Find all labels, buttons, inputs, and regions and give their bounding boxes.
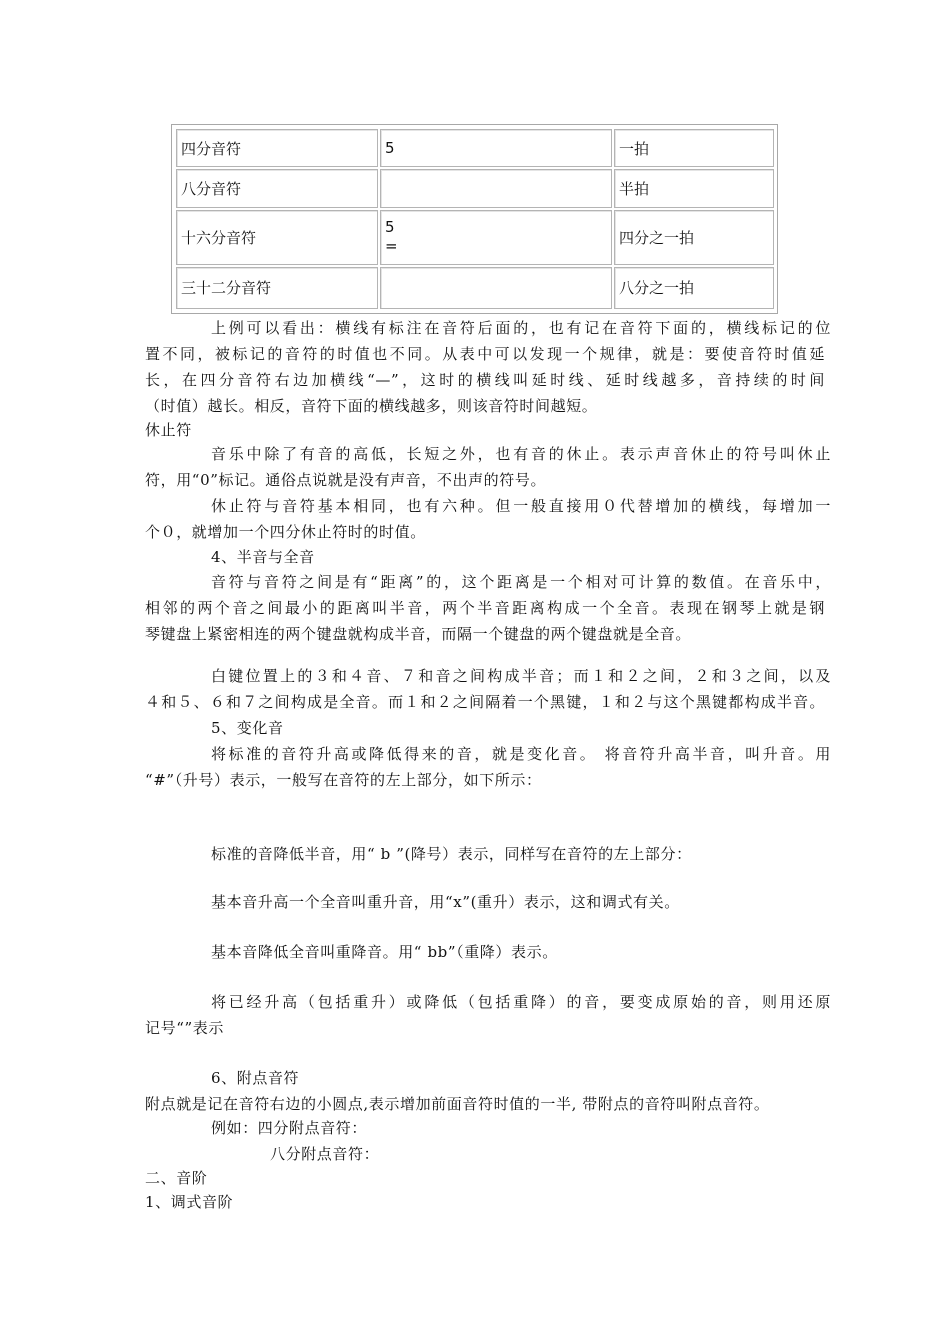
section-heading-mode-scale: 1、调式音阶 bbox=[145, 1193, 234, 1211]
section-heading-dotted-notes: 6、附点音符 bbox=[211, 1069, 300, 1087]
paragraph-line: 音符与音符之间是有“距离”的，这个距离是一个相对可计算的数值。在音乐中， bbox=[211, 573, 831, 591]
paragraph-line: 置不同，被标记的音符的时值也不同。从表中可以发现一个规律，就是：要使音符时值延 bbox=[145, 345, 825, 363]
paragraph-line: 附点就是记在音符右边的小圆点,表示增加前面音符时值的一半, 带附点的音符叫附点音符。 bbox=[145, 1095, 770, 1113]
section-heading-accidentals: 5、变化音 bbox=[211, 719, 284, 737]
paragraph-line: ４和５、６和７之间构成是全音。而１和２之间隔着一个黑键，１和２与这个黑键都构成半音。 bbox=[145, 693, 825, 711]
note-symbol-cell: 5 bbox=[380, 129, 612, 167]
note-value-table bbox=[171, 124, 778, 314]
paragraph-line: 白键位置上的３和４音、７和音之间构成半音；而１和２之间，２和３之间，以及 bbox=[211, 667, 831, 685]
note-symbol-cell bbox=[380, 210, 612, 265]
section-heading-scale: 二、音阶 bbox=[145, 1169, 208, 1187]
paragraph-line: 将已经升高（包括重升）或降低（包括重降）的音，要变成原始的音，则用还原 bbox=[211, 993, 831, 1011]
note-beats-cell: 一拍 bbox=[614, 129, 774, 167]
note-name-cell: 三十二分音符 bbox=[176, 267, 378, 310]
note-symbol-cell bbox=[380, 267, 612, 310]
paragraph-line: 音乐中除了有音的高低，长短之外，也有音的休止。表示声音休止的符号叫休止 bbox=[211, 445, 831, 463]
table-row bbox=[176, 267, 774, 310]
section-heading-semitone: 4、半音与全音 bbox=[211, 548, 315, 566]
table-row bbox=[176, 169, 774, 207]
paragraph-line: 长，在四分音符右边加横线“—”，这时的横线叫延时线、延时线越多，音持续的时间 bbox=[145, 371, 825, 389]
paragraph-line: 休止符与音符基本相同，也有六种。但一般直接用０代替增加的横线，每增加一 bbox=[211, 497, 831, 515]
section-heading-rest: 休止符 bbox=[145, 421, 192, 439]
paragraph-line: 个０，就增加一个四分休止符时的时值。 bbox=[145, 523, 426, 541]
paragraph-line: “#”（升号）表示，一般写在音符的左上部分，如下所示： bbox=[145, 771, 542, 789]
paragraph-line: 符，用“0”标记。通俗点说就是没有声音，不出声的符号。 bbox=[145, 471, 547, 489]
note-beats-cell: 八分之一拍 bbox=[614, 267, 774, 310]
paragraph-line: 例如：四分附点音符： bbox=[211, 1119, 368, 1137]
note-symbol-cell bbox=[380, 169, 612, 207]
paragraph-line: 上例可以看出：横线有标注在音符后面的，也有记在音符下面的，横线标记的位 bbox=[211, 319, 831, 337]
table-row bbox=[176, 129, 774, 167]
underline-mark: = bbox=[385, 237, 398, 256]
note-digit: 5 bbox=[385, 218, 395, 237]
paragraph-line: 基本音降低全音叫重降音。用“ bb”（重降）表示。 bbox=[211, 943, 558, 961]
paragraph-line: 琴键盘上紧密相连的两个键盘就构成半音，而隔一个键盘的两个键盘就是全音。 bbox=[145, 625, 692, 643]
note-beats-cell: 四分之一拍 bbox=[614, 210, 774, 265]
note-name-cell: 四分音符 bbox=[176, 129, 378, 167]
paragraph-line: 相邻的两个音之间最小的距离叫半音，两个半音距离构成一个全音。表现在钢琴上就是钢 bbox=[145, 599, 825, 617]
paragraph-line: 标准的音降低半音，用“ b ”(降号）表示，同样写在音符的左上部分： bbox=[211, 845, 692, 863]
paragraph-line: 八分附点音符： bbox=[270, 1145, 380, 1163]
table-row bbox=[176, 210, 774, 265]
note-name-cell: 十六分音符 bbox=[176, 210, 378, 265]
paragraph-line: 将标准的音符升高或降低得来的音，就是变化音。 将音符升高半音，叫升音。用 bbox=[211, 745, 831, 763]
paragraph-line: 记号“”表示 bbox=[145, 1019, 224, 1037]
note-beats-cell: 半拍 bbox=[614, 169, 774, 207]
paragraph-line: 基本音升高一个全音叫重升音，用“x”(重升）表示，这和调式有关。 bbox=[211, 893, 680, 911]
note-name-cell: 八分音符 bbox=[176, 169, 378, 207]
paragraph-line: （时值）越长。相反，音符下面的横线越多，则该音符时间越短。 bbox=[145, 397, 598, 415]
